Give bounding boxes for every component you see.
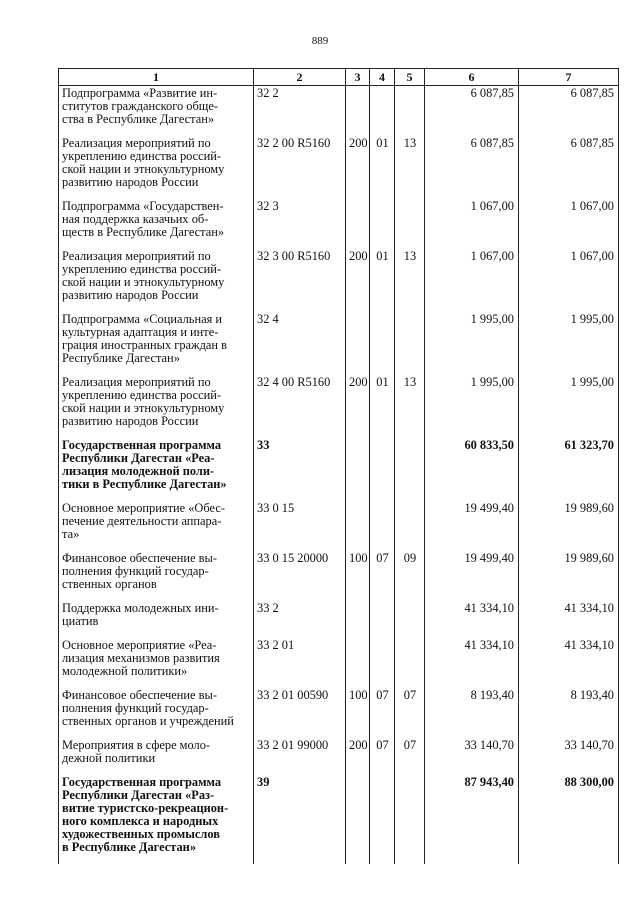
table-row	[59, 136, 619, 199]
row-kvr: 200	[346, 738, 370, 775]
row-subsection	[395, 438, 425, 501]
row-subsection: 07	[395, 738, 425, 775]
table-row	[59, 86, 619, 137]
row-code: 33 2 01	[254, 638, 346, 688]
row-value-7: 1 995,00	[519, 375, 619, 438]
row-subsection: 13	[395, 375, 425, 438]
row-name: Основное мероприятие «Обес- печение деятельности аппара- та»	[59, 501, 254, 551]
row-name: Финансовое обеспечение вы- полнения функций государ- ственных органов и учреждений	[59, 688, 254, 738]
table-row	[59, 688, 619, 738]
row-code: 32 2	[254, 86, 346, 137]
table-row	[59, 199, 619, 249]
row-name: Подпрограмма «Развитие ин- ститутов гражданского обще- ства в Республике Дагестан»	[59, 86, 254, 137]
row-code: 32 3 00 R5160	[254, 249, 346, 312]
table-row	[59, 375, 619, 438]
row-kvr	[346, 501, 370, 551]
row-name: Финансовое обеспечение вы- полнения функций государ- ственных органов	[59, 551, 254, 601]
row-subsection: 09	[395, 551, 425, 601]
row-value-6: 6 087,85	[425, 136, 519, 199]
row-section	[370, 199, 395, 249]
row-code: 32 4	[254, 312, 346, 375]
row-section	[370, 638, 395, 688]
row-value-6: 1 067,00	[425, 249, 519, 312]
row-value-6: 33 140,70	[425, 738, 519, 775]
row-kvr	[346, 86, 370, 137]
row-code: 33 2 01 99000	[254, 738, 346, 775]
row-value-7: 61 323,70	[519, 438, 619, 501]
row-kvr: 100	[346, 551, 370, 601]
table-row	[59, 601, 619, 638]
row-name: Поддержка молодежных ини- циатив	[59, 601, 254, 638]
row-subsection: 13	[395, 249, 425, 312]
row-kvr	[346, 601, 370, 638]
row-kvr	[346, 199, 370, 249]
row-value-7: 33 140,70	[519, 738, 619, 775]
row-value-7: 1 067,00	[519, 249, 619, 312]
row-code: 33 2 01 00590	[254, 688, 346, 738]
table-row	[59, 438, 619, 501]
table-body	[59, 86, 619, 865]
row-value-6: 1 995,00	[425, 312, 519, 375]
row-kvr	[346, 775, 370, 864]
row-section	[370, 601, 395, 638]
row-code: 33	[254, 438, 346, 501]
row-value-7: 1 995,00	[519, 312, 619, 375]
row-kvr: 200	[346, 136, 370, 199]
column-header: 6	[425, 69, 519, 86]
row-section	[370, 86, 395, 137]
table-row	[59, 551, 619, 601]
row-section: 07	[370, 738, 395, 775]
row-section: 07	[370, 688, 395, 738]
row-section: 01	[370, 375, 395, 438]
row-value-7: 8 193,40	[519, 688, 619, 738]
row-subsection	[395, 86, 425, 137]
row-value-7: 19 989,60	[519, 551, 619, 601]
column-header: 1	[59, 69, 254, 86]
row-section: 01	[370, 249, 395, 312]
column-header: 7	[519, 69, 619, 86]
row-code: 32 3	[254, 199, 346, 249]
row-value-6: 1 067,00	[425, 199, 519, 249]
row-name: Реализация мероприятий по укреплению единства россий- ской нации и этнокультурному развитию народов России	[59, 375, 254, 438]
row-code: 33 0 15 20000	[254, 551, 346, 601]
row-value-7: 6 087,85	[519, 136, 619, 199]
row-kvr	[346, 438, 370, 501]
row-section: 07	[370, 551, 395, 601]
table-row	[59, 775, 619, 864]
table-row	[59, 312, 619, 375]
row-value-7: 88 300,00	[519, 775, 619, 864]
table-row	[59, 501, 619, 551]
row-value-7: 19 989,60	[519, 501, 619, 551]
row-name: Государственная программа Республики Дагестан «Реа- лизация молодежной поли- тики в Республике Дагестан»	[59, 438, 254, 501]
row-subsection	[395, 199, 425, 249]
row-subsection	[395, 601, 425, 638]
row-section	[370, 438, 395, 501]
table-row	[59, 638, 619, 688]
row-section: 01	[370, 136, 395, 199]
row-value-6: 19 499,40	[425, 501, 519, 551]
row-value-7: 41 334,10	[519, 601, 619, 638]
row-subsection	[395, 638, 425, 688]
row-value-6: 87 943,40	[425, 775, 519, 864]
row-kvr: 100	[346, 688, 370, 738]
row-name: Подпрограмма «Социальная и культурная адаптация и инте- грация иностранных граждан в Республике Дагестан»	[59, 312, 254, 375]
row-kvr: 200	[346, 375, 370, 438]
row-code: 32 2 00 R5160	[254, 136, 346, 199]
row-value-6: 41 334,10	[425, 638, 519, 688]
row-subsection: 07	[395, 688, 425, 738]
row-kvr	[346, 312, 370, 375]
row-kvr	[346, 638, 370, 688]
row-value-7: 6 087,85	[519, 86, 619, 137]
row-code: 39	[254, 775, 346, 864]
row-value-6: 60 833,50	[425, 438, 519, 501]
table-row	[59, 249, 619, 312]
column-header: 4	[370, 69, 395, 86]
budget-table	[58, 68, 619, 864]
column-header: 3	[346, 69, 370, 86]
row-value-6: 1 995,00	[425, 375, 519, 438]
column-header: 2	[254, 69, 346, 86]
row-section	[370, 312, 395, 375]
row-value-7: 41 334,10	[519, 638, 619, 688]
row-subsection	[395, 775, 425, 864]
table-header-row	[59, 69, 619, 86]
row-name: Реализация мероприятий по укреплению единства россий- ской нации и этнокультурному развитию народов России	[59, 136, 254, 199]
row-name: Реализация мероприятий по укреплению единства россий- ской нации и этнокультурному развитию народов России	[59, 249, 254, 312]
row-value-6: 19 499,40	[425, 551, 519, 601]
row-value-6: 41 334,10	[425, 601, 519, 638]
row-subsection: 13	[395, 136, 425, 199]
row-value-6: 6 087,85	[425, 86, 519, 137]
row-subsection	[395, 501, 425, 551]
row-value-6: 8 193,40	[425, 688, 519, 738]
row-section	[370, 775, 395, 864]
row-name: Мероприятия в сфере моло- дежной политики	[59, 738, 254, 775]
page-number: 889	[311, 35, 329, 47]
row-section	[370, 501, 395, 551]
row-code: 32 4 00 R5160	[254, 375, 346, 438]
row-kvr: 200	[346, 249, 370, 312]
column-header: 5	[395, 69, 425, 86]
row-name: Подпрограмма «Государствен- ная поддержка казачьих об- ществ в Республике Дагестан»	[59, 199, 254, 249]
table-row	[59, 738, 619, 775]
row-name: Государственная программа Республики Дагестан «Раз- витие туристско-рекреацион- ного комплекса и народных художественных промыслов в Республике Дагестан»	[59, 775, 254, 864]
row-name: Основное мероприятие «Реа- лизация механизмов развития молодежной политики»	[59, 638, 254, 688]
row-subsection	[395, 312, 425, 375]
row-code: 33 2	[254, 601, 346, 638]
row-value-7: 1 067,00	[519, 199, 619, 249]
row-code: 33 0 15	[254, 501, 346, 551]
